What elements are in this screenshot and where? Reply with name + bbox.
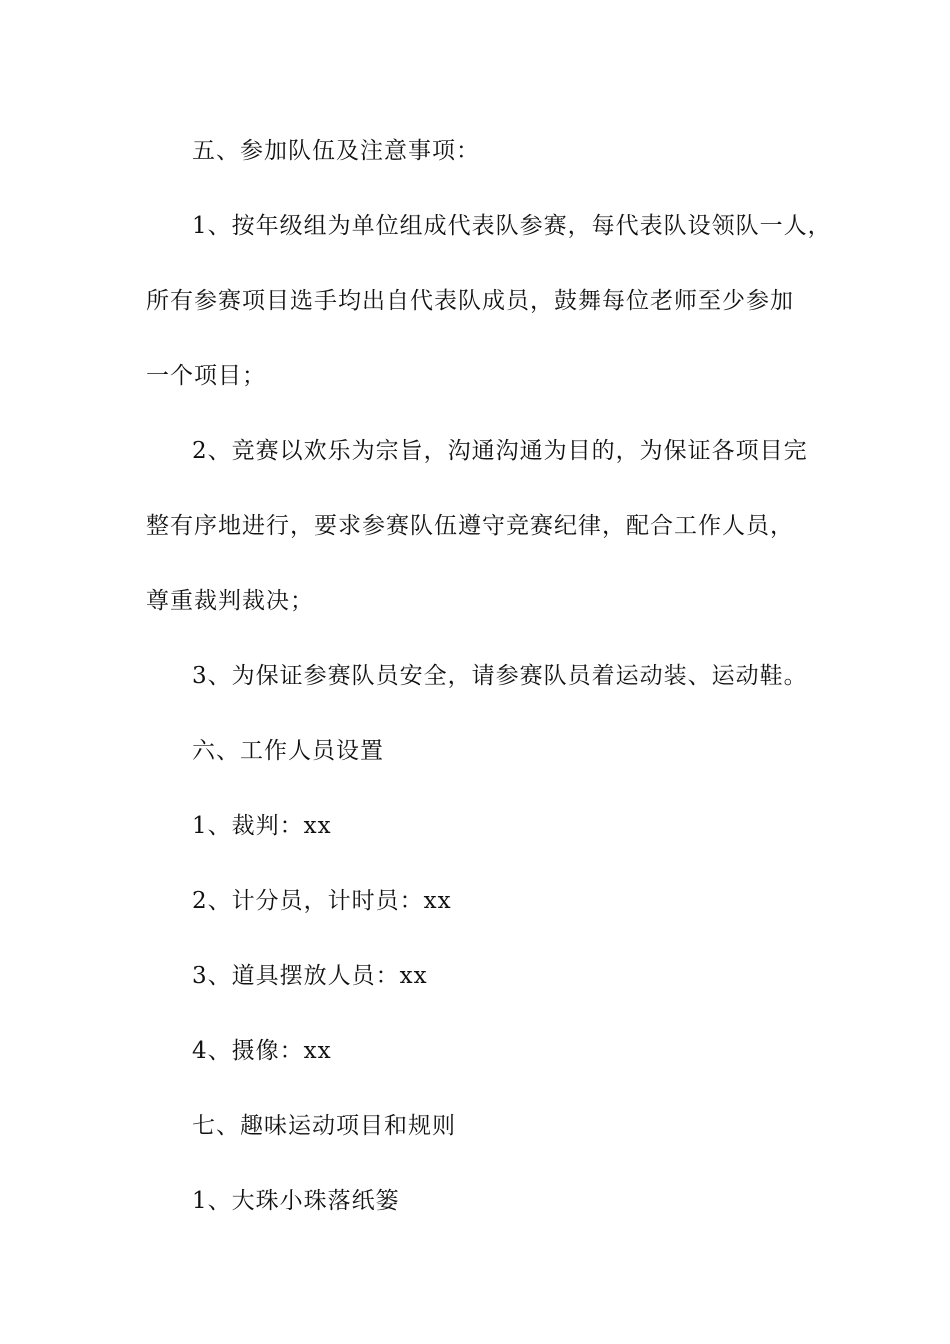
paragraph-line: 2、竞赛以欢乐为宗旨，沟通沟通为目的，为保证各项目完 xyxy=(192,438,808,464)
paragraph-line: 所有参赛项目选手均出自代表队成员，鼓舞每位老师至少参加 xyxy=(146,288,794,314)
section-heading-6: 六、工作人员设置 xyxy=(192,738,384,764)
section-heading-5: 五、参加队伍及注意事项： xyxy=(192,138,480,164)
paragraph-line: 3、为保证参赛队员安全，请参赛队员着运动装、运动鞋。 xyxy=(192,663,808,689)
list-item: 1、大珠小珠落纸篓 xyxy=(192,1188,400,1214)
list-item: 1、裁判：xx xyxy=(192,813,332,839)
document-body xyxy=(146,128,832,1253)
paragraph-line: 一个项目； xyxy=(146,363,266,389)
list-item: 4、摄像：xx xyxy=(192,1038,332,1064)
list-item: 2、计分员，计时员：xx xyxy=(192,888,452,914)
paragraph-line: 尊重裁判裁决； xyxy=(146,588,314,614)
paragraph-line: 1、按年级组为单位组成代表队参赛，每代表队设领队一人， xyxy=(192,213,832,239)
list-item: 3、道具摆放人员：xx xyxy=(192,963,428,989)
paragraph-line: 整有序地进行，要求参赛队伍遵守竞赛纪律，配合工作人员， xyxy=(146,513,794,539)
section-heading-7: 七、趣味运动项目和规则 xyxy=(192,1113,456,1139)
